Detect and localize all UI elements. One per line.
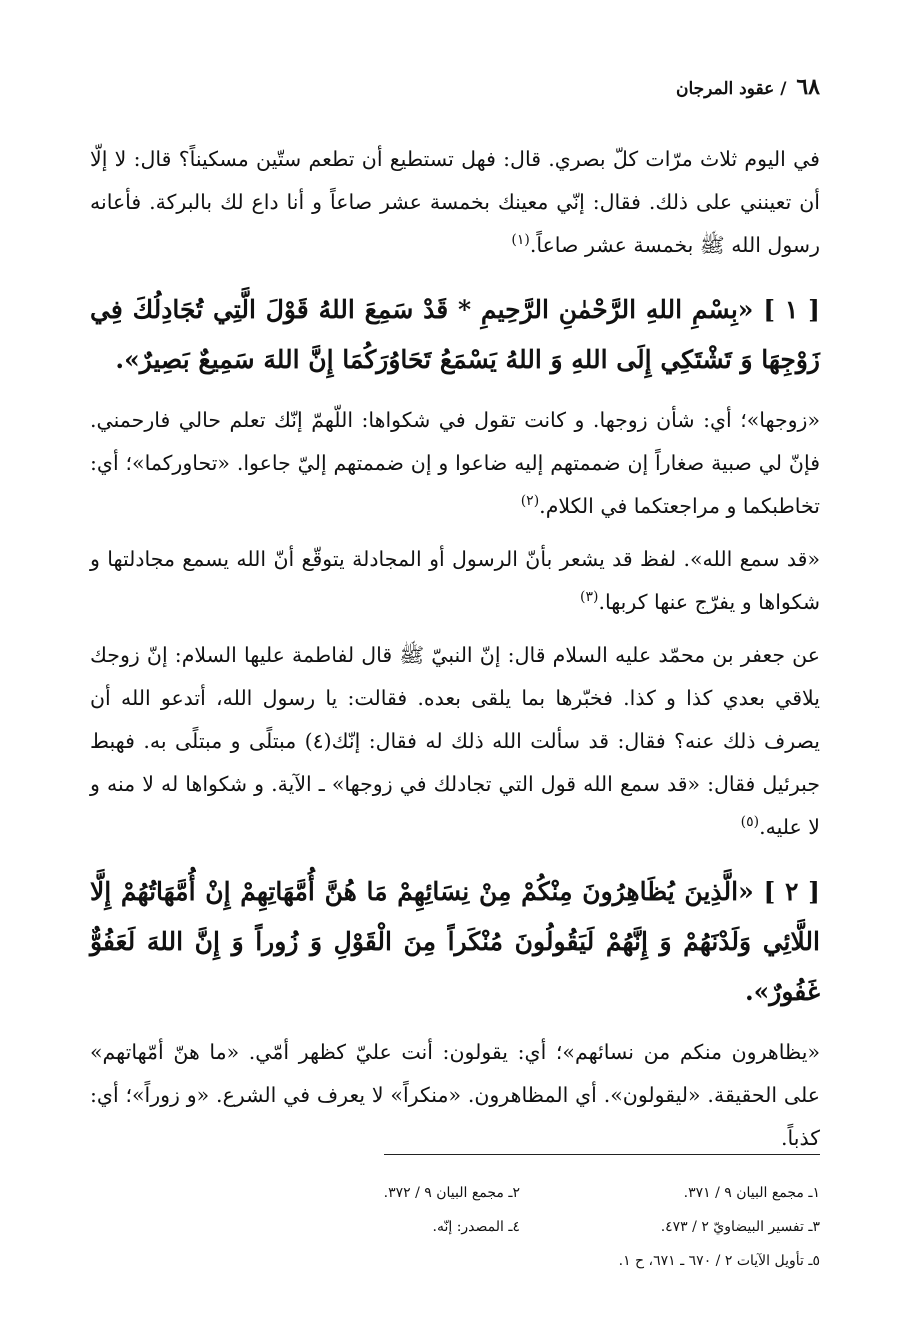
paragraph-text: «زوجها»؛ أي: شأن زوجها. و كانت تقول في شكواها: اللّهمّ إنّك تعلم حالي فارحمني. فإنّ لي صبية صغاراً إن ضممتهم إليه ضاعوا و إن ضممتهم إليّ جاعوا. «تحاوركما»؛ أي: تخاطبكما و مراجعتكما في الكلام. (90, 408, 820, 518)
footnote-2: ٢ـ مجمع البيان ٩ / ٣٧٢. (383, 1185, 520, 1201)
footnote-ref: (٣) (580, 589, 599, 606)
header-separator: / (780, 79, 787, 99)
page-number: ٦٨ (796, 74, 820, 100)
footnote-ref: (١) (511, 232, 530, 249)
paragraph (90, 138, 820, 267)
footnote-4: ٤ـ المصدر: إنّه. (432, 1219, 520, 1235)
footnote-ref: (٢) (520, 493, 540, 510)
paragraph (90, 1031, 820, 1160)
verse-text: [ ٢ ] «الَّذِينَ يُظَاهِرُونَ مِنْكُمْ مِنْ نِسَائِهِمْ مَا هُنَّ أُمَّهَاتِهِمْ إِنْ أُمَّهَاتُهُمْ إِلَّا اللَّائِي وَلَدْنَهُمْ وَ إِنَّهُمْ لَيَقُولُونَ مُنْكَراً مِنَ الْقَوْلِ وَ زُوراً وَ إِنَّ اللهَ لَعَفُوٌّ غَفُورٌ». (90, 877, 820, 1006)
quran-verse (90, 285, 820, 385)
paragraph (90, 538, 820, 624)
verse-text: [ ١ ] «بِسْمِ اللهِ الرَّحْمٰنِ الرَّحِيمِ * قَدْ سَمِعَ اللهُ قَوْلَ الَّتِي تُجَادِلُكَ فِي زَوْجِهَا وَ تَشْتَكِي إِلَى اللهِ وَ اللهُ يَسْمَعُ تَحَاوُرَكُمَا إِنَّ اللهَ سَمِيعٌ بَصِيرٌ». (90, 295, 820, 374)
footnote-ref: (٥) (740, 814, 760, 831)
footnote-divider (384, 1154, 820, 1155)
footnote-row (220, 1244, 820, 1278)
footnote-3: ٣ـ تفسير البيضاويّ ٢ / ٤٧٣. (660, 1219, 820, 1235)
book-title: عقود المرجان (675, 79, 775, 99)
paragraph (90, 399, 820, 528)
footnote-1: ١ـ مجمع البيان ٩ / ٣٧١. (683, 1185, 820, 1201)
quran-verse (90, 867, 820, 1017)
page-body (90, 138, 820, 1170)
footnotes (220, 1176, 820, 1278)
running-header (676, 74, 820, 100)
paragraph (90, 634, 820, 849)
footnote-row (220, 1176, 820, 1210)
paragraph-text: في اليوم ثلاث مرّات كلّ بصري. قال: فهل تستطيع أن تطعم ستّين مسكيناً؟ قال: لا إلّا أن تعينني على ذلك. فقال: إنّي معينك بخمسة عشر صاعاً و أنا داع لك بالبركة. فأعانه رسول الله ﷺ بخمسة عشر صاعاً. (90, 147, 820, 257)
paragraph-text: عن جعفر بن محمّد عليه السلام قال: إنّ النبيّ ﷺ قال لفاطمة عليها السلام: إنّ زوجك يلاقي بعدي كذا و كذا. فخبّرها بما يلقى بعده. فقالت: يا رسول الله، أتدعو الله أن يصرف ذلك عنه؟ فقال: قد سألت الله ذلك له فقال: إنّك(٤) مبتلًى و مبتلًى به. فهبط جبرئيل فقال: «قد سمع الله قول التي تجادلك في زوجها» ـ الآية. و شكواها له لا منه و لا عليه. (90, 643, 820, 839)
paragraph-text: «يظاهرون منكم من نسائهم»؛ أي: يقولون: أنت عليّ كظهر أمّي. «ما هنّ أمّهاتهم» على الحقيقة. «ليقولون». أي المظاهرون. «منكراً» لا يعرف في الشرع. «و زوراً»؛ أي: كذباً. (90, 1040, 820, 1150)
footnote-row (220, 1210, 820, 1244)
footnote-5: ٥ـ تأويل الآيات ٢ / ٦٧٠ ـ ٦٧١، ح ١. (618, 1253, 820, 1269)
paragraph-text: «قد سمع الله». لفظ قد يشعر بأنّ الرسول أو المجادلة يتوقّع أنّ الله يسمع مجادلتها و شكواها و يفرّج عنها كربها. (90, 547, 820, 614)
